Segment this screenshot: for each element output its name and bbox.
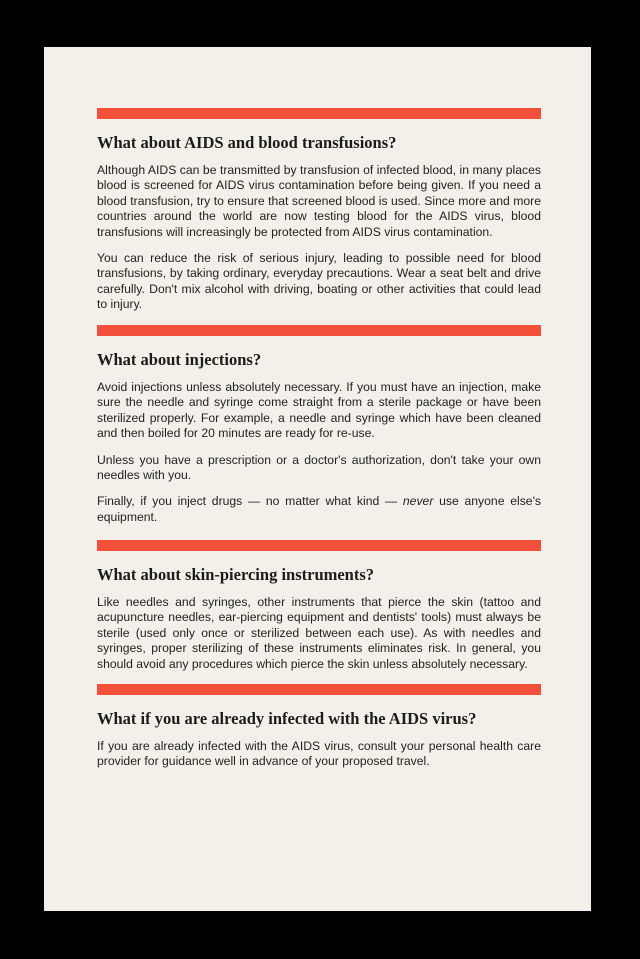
section-skin-piercing bbox=[97, 540, 541, 672]
paragraph-text: use anyone else's equipment. bbox=[97, 494, 541, 524]
section-paragraph: You can reduce the risk of serious injury, leading to possible need for blood transfusions, by taking ordinary, everyday precautions. Wear a seat belt and drive carefully. Don't mix alcohol with driving, boating or other activities that could lead to injury. bbox=[97, 251, 541, 312]
section-heading: What about skin-piercing instruments? bbox=[97, 565, 375, 584]
section-heading: What if you are already infected with the AIDS virus? bbox=[97, 709, 477, 728]
section-injections bbox=[97, 325, 541, 525]
section-heading: What about injections? bbox=[97, 350, 262, 369]
section-paragraph bbox=[97, 494, 541, 525]
section-blood-transfusions bbox=[97, 108, 541, 313]
red-divider-rule bbox=[97, 684, 541, 695]
section-paragraph: If you are already infected with the AIDS virus, consult your personal health care provider for guidance well in advance of your proposed travel. bbox=[97, 739, 541, 769]
red-divider-rule bbox=[97, 108, 541, 119]
red-divider-rule bbox=[97, 540, 541, 551]
section-paragraph: Although AIDS can be transmitted by transfusion of infected blood, in many places blood is screened for AIDS virus contamination before being given. If you need a blood transfusion, try to ensure that screened blood is used. Since more and more countries around the world are now testing blood for the AIDS virus, blood transfusions will increasingly be protected from AIDS virus contamination. bbox=[97, 163, 541, 239]
section-already-infected bbox=[97, 684, 541, 770]
emphasized-text: never bbox=[402, 494, 434, 509]
section-paragraph: Unless you have a prescription or a doctor's authorization, don't take your own needles with you. bbox=[97, 452, 541, 483]
section-paragraph: Like needles and syringes, other instruments that pierce the skin (tattoo and acupuncture needles, ear-piercing equipment and dentists' tools) must always be sterile (used only once or sterilized between each use). As with needles and syringes, proper sterilizing of these instruments eliminates risk. In general, you should avoid any procedures which pierce the skin unless absolutely necessary. bbox=[97, 595, 541, 671]
paragraph-text: Finally, if you inject drugs — no matter what kind — bbox=[97, 494, 403, 509]
section-paragraph: Avoid injections unless absolutely necessary. If you must have an injection, make sure the needle and syringe come straight from a sterile package or have been sterilized properly. For example, a needle and syringe which have been cleaned and then boiled for 20 minutes are ready for re-use. bbox=[97, 380, 541, 441]
document-page bbox=[44, 47, 591, 911]
section-heading: What about AIDS and blood transfusions? bbox=[97, 133, 397, 152]
red-divider-rule bbox=[97, 325, 541, 336]
